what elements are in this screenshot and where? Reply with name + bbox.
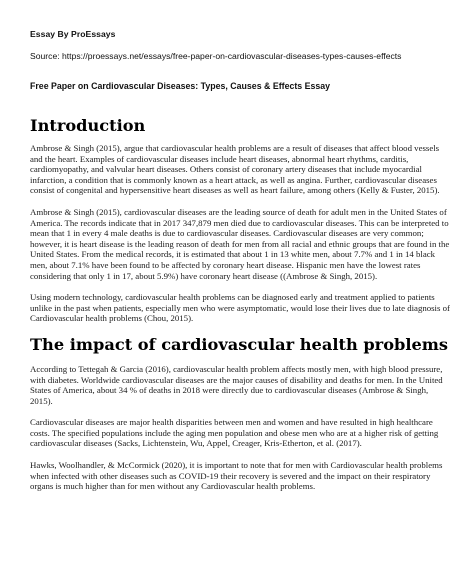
paragraph: Hawks, Woolhandler, & McCormick (2020), it is important to note that for men with Cardiovascular health problems when infected with other diseases such as COVID-19 their recovery is severed and the impact on their respiratory organs is much higher than for men without any Cardiovascular health problems.	[30, 460, 443, 492]
section-heading-impact: The impact of cardiovascular health problems	[30, 334, 449, 354]
source-line: Source: https://proessays.net/essays/free-paper-on-cardiovascular-diseases-types-causes-effects	[30, 51, 402, 61]
paragraph: Using modern technology, cardiovascular health problems can be diagnosed early and treatment applied to patients unlike in the past when patients, especially men who were asymptomatic, would lose their lives due to late diagnosis of Cardiovascular health problems (Chou, 2015).	[30, 292, 450, 324]
paragraph: Cardiovascular diseases are major health disparities between men and women and have resulted in high healthcare costs. The specified populations include the aging men population and obese men who are at a higher risk of getting cardiovascular diseases (Sacks, Lichtenstein, Wu, Appel, Creager, Kris-Etherton, et al. (2017).	[30, 417, 439, 449]
section-heading-introduction: Introduction	[30, 116, 146, 135]
document-body	[30, 116, 450, 503]
paragraph: Ambrose & Singh (2015), cardiovascular diseases are the leading source of death for adult men in the United States of America. The records indicate that in 2017 347,879 men died due to cardiovascular diseases. This can be interpreted to mean that 1 in every 4 male deaths is due to cardiovascular diseases. Cardiovascular diseases are very common; however, it is heart disease is the leading reason of death for men from all racial and ethnic groups that are found in the United States. From the medical records, it is estimated that about 1 in 13 white men, about 7.7% and 1 in 14 black men, about 7.1% have been found to be affected by coronary heart disease. Hispanic men have the lowest rates considering that only 1 in 17, about 5.9%) have coronary heart disease ((Ambrose & Singh, 2015).	[30, 206, 450, 281]
site-brand: Essay By ProEssays	[30, 29, 116, 39]
paragraph: Ambrose & Singh (2015), argue that cardiovascular health problems are a result of diseases that affect blood vessels and the heart. Examples of cardiovascular diseases include heart diseases, abnormal heart rhythms, carditis, cardiomyopathy, and valvular heart diseases. Others consist of coronary artery diseases that include myocardial infarction, a condition that is commonly known as a heart attack, as well as angina. Further, cardiovascular diseases consist of congenital and hypersensitive heart diseases as well as heart failure, among others (Kelly & Fuster, 2015).	[30, 143, 440, 196]
document-title: Free Paper on Cardiovascular Diseases: Types, Causes & Effects Essay	[30, 81, 331, 91]
paragraph: According to Tettegah & Garcia (2016), cardiovascular health problem affects mostly men, with high blood pressure, with diabetes. Worldwide cardiovascular diseases are the major causes of disability and deaths for men. In the United States of America, about 34 % of deaths in 2018 were directly due to cardiovascular diseases (Ambrose & Singh, 2015).	[30, 363, 443, 406]
